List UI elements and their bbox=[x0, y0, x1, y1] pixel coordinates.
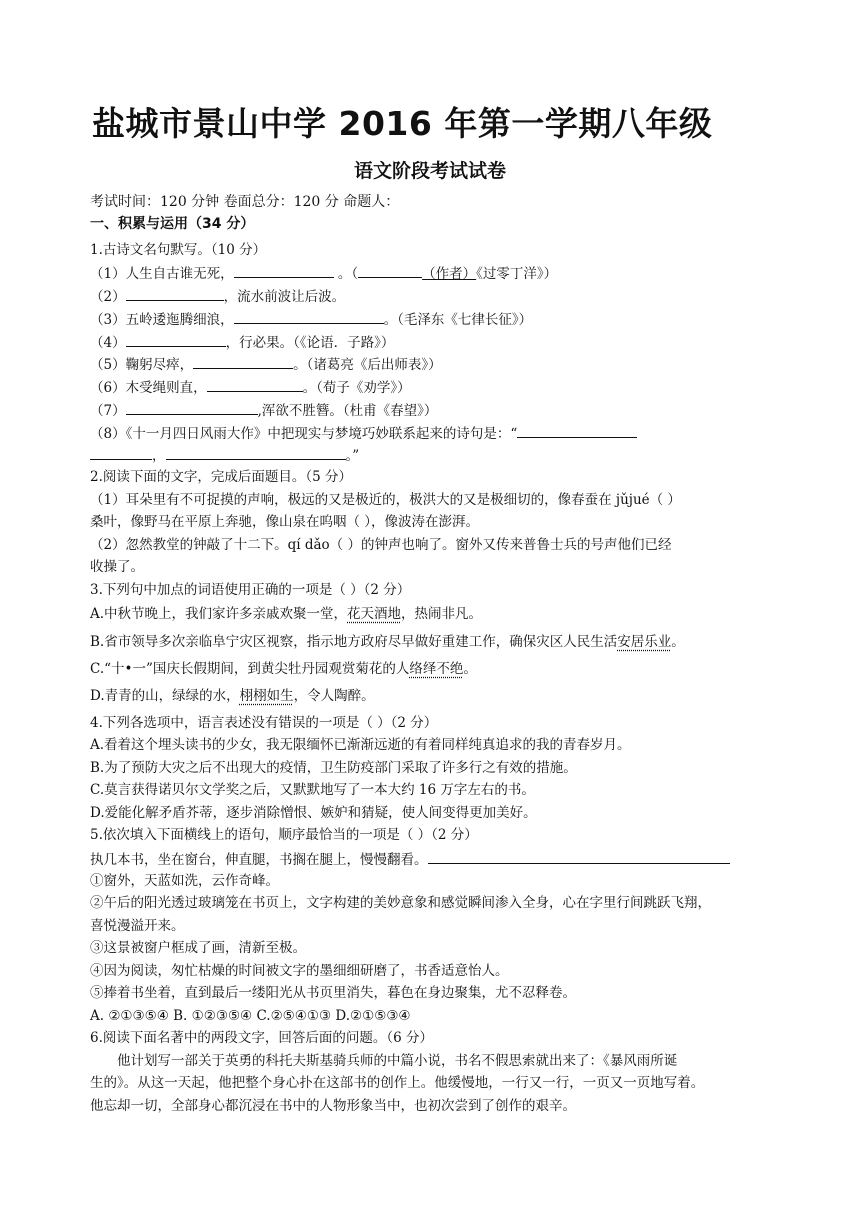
question-3-stem: 3.下列句中加点的词语使用正确的一项是（ ）（2 分） bbox=[90, 582, 411, 598]
q3-option-a bbox=[90, 606, 482, 622]
q3-option-a-end: ，热闹非凡。 bbox=[401, 606, 483, 622]
q6-passage-line-1: 他计划写一部关于英勇的科托夫斯基骑兵师的中篇小说，书名不假思索就出来了：《暴风雨所诞 bbox=[117, 1053, 678, 1069]
q4-option-c: C.莫言获得诺贝尔文学奖之后，又默默地写了一本大约 16 万字左右的书。 bbox=[90, 782, 535, 798]
q4-option-b: B.为了预防大灾之后不出现大的疫情，卫生防疫部门采取了许多行之有效的措施。 bbox=[90, 760, 577, 776]
q1-line-8-comma: ， bbox=[152, 448, 166, 464]
q1-line-5 bbox=[90, 355, 442, 373]
answer-blank[interactable] bbox=[358, 264, 422, 278]
question-4-stem: 4.下列各选项中，语言表述没有错误的一项是（ ）（2 分） bbox=[90, 715, 438, 731]
q4-option-d: D.爱能化解矛盾芥蒂，逐步消除憎恨、嫉妒和猜疑，使人间变得更加美好。 bbox=[90, 805, 537, 821]
q5-sentence-5: ⑤捧着书坐着，直到最后一缕阳光从书页里消失，暮色在身边聚集，尤不忍释卷。 bbox=[90, 985, 576, 1001]
exam-subtitle: 语文阶段考试试卷 bbox=[353, 160, 506, 182]
q3-option-a-text: A.中秋节晚上，我们家许多亲戚欢聚一堂， bbox=[90, 606, 348, 622]
answer-blank[interactable] bbox=[90, 446, 152, 460]
q1-line-4-text-b: ，行必果。（《论语．子路》） bbox=[225, 335, 395, 351]
q3-option-d-term: 栩栩如生 bbox=[239, 688, 294, 704]
question-2-stem: 2.阅读下面的文字，完成后面题目。（5 分） bbox=[90, 469, 353, 485]
q3-option-b-text: B.省市领导多次亲临阜宁灾区视察，指示地方政府尽早做好重建工作，确保灾区人民生活 bbox=[90, 634, 618, 650]
q1-line-1-author: （作者） bbox=[422, 266, 477, 282]
q2-passage-1a: （1）耳朵里有不可捉摸的声响，极远的又是极近的，极洪大的又是极细切的，像春蚕在 jǔjué（ ） bbox=[90, 492, 681, 508]
q5-sentence-3: ③这景被窗户框成了画，清新至极。 bbox=[90, 940, 306, 956]
q3-option-d-text: D.青青的山，绿绿的水， bbox=[90, 688, 240, 704]
q1-line-5-text-b: 。（诸葛亮《后出师表》） bbox=[293, 357, 442, 373]
q3-option-c-term: 络绎不绝 bbox=[409, 661, 464, 677]
question-6-stem: 6.阅读下面名著中的两段文字，回答后面的问题。（6 分） bbox=[90, 1030, 434, 1046]
q1-line-6-text: （6）木受绳则直， bbox=[90, 380, 207, 396]
exam-title: 盐城市景山中学 2016 年第一学期八年级 bbox=[92, 104, 713, 143]
exam-info: 考试时间：120 分钟 卷面总分：120 分 命题人： bbox=[90, 194, 400, 210]
q1-line-1 bbox=[90, 264, 557, 282]
q1-line-4-text: （4） bbox=[90, 335, 126, 351]
question-5-stem: 5.依次填入下面横线上的语句，顺序最恰当的一项是（ ）（2 分） bbox=[90, 827, 478, 843]
q3-option-b bbox=[90, 634, 685, 650]
q1-line-3 bbox=[90, 310, 532, 328]
q3-option-b-end: 。 bbox=[671, 634, 685, 650]
q4-option-a: A.看着这个埋头读书的少女，我无限缅怀已渐渐远逝的有着同样纯真追求的我的青春岁月。 bbox=[90, 737, 631, 753]
q1-line-2-text-b: ，流水前波让后波。 bbox=[223, 289, 346, 305]
q1-line-7-text: （7） bbox=[90, 403, 126, 419]
answer-blank[interactable] bbox=[207, 378, 303, 392]
q3-option-c-text: C.“十•一”国庆长假期间，到黄尖牡丹园观赏菊花的人 bbox=[90, 661, 410, 677]
q2-passage-1b: 桑叶，像野马在平原上奔驰，像山泉在呜咽（ ），像波涛在澎湃。 bbox=[90, 514, 480, 530]
q1-line-8 bbox=[90, 424, 637, 442]
answer-blank[interactable] bbox=[517, 424, 637, 438]
q5-sentence-1: ①窗外，天蓝如洗，云作奇峰。 bbox=[90, 873, 279, 889]
answer-blank[interactable] bbox=[126, 333, 226, 347]
q1-line-4 bbox=[90, 333, 394, 351]
q1-line-8-cont bbox=[90, 446, 359, 464]
q1-line-5-text: （5）鞠躬尽瘁， bbox=[90, 357, 194, 373]
q1-line-2 bbox=[90, 287, 345, 305]
answer-blank[interactable] bbox=[428, 850, 730, 864]
q1-line-7-text-b: ,浑欲不胜簪。（杜甫《春望》） bbox=[257, 403, 438, 419]
answer-blank[interactable] bbox=[234, 310, 384, 324]
q3-option-c bbox=[90, 661, 477, 677]
q5-options: A. ②①③⑤④ B. ①②③⑤④ C.②⑤④①③ D.②①⑤③④ bbox=[90, 1008, 411, 1024]
q3-option-c-end: 。 bbox=[463, 661, 477, 677]
q1-line-7 bbox=[90, 401, 437, 419]
q5-sentence-4: ④因为阅读，匆忙枯燥的时间被文字的墨细细研磨了，书香适意怡人。 bbox=[90, 963, 509, 979]
q1-line-1-text: （1）人生自古谁无死， bbox=[90, 266, 234, 282]
answer-blank[interactable] bbox=[166, 446, 346, 460]
q5-sentence-2b: 喜悦漫溢开来。 bbox=[90, 918, 185, 934]
answer-blank[interactable] bbox=[234, 264, 334, 278]
q6-passage-line-2: 生的》。从这一天起，他把整个身心扑在这部书的创作上。他缓慢地，一行又一行，一页又一页地写着。 bbox=[90, 1075, 705, 1091]
q3-option-d-end: ，令人陶醉。 bbox=[293, 688, 375, 704]
answer-blank[interactable] bbox=[126, 401, 258, 415]
q1-line-6 bbox=[90, 378, 411, 396]
q1-line-1-source: 《过零丁洋》） bbox=[476, 266, 558, 282]
question-1-stem: 1.古诗文名句默写。（10 分） bbox=[90, 242, 267, 258]
q3-option-b-term: 安居乐业 bbox=[617, 634, 672, 650]
answer-blank[interactable] bbox=[126, 287, 224, 301]
q2-passage-2b: 收操了。 bbox=[90, 559, 144, 575]
q5-lead bbox=[90, 850, 730, 868]
answer-blank[interactable] bbox=[193, 355, 293, 369]
q2-passage-2a: （2）忽然教堂的钟敲了十二下。qí dǎo（ ）的钟声也响了。窗外又传来普鲁士兵的号声他们已经 bbox=[90, 537, 672, 553]
q3-option-a-term: 花天酒地 bbox=[347, 606, 402, 622]
q1-line-3-text: （3）五岭逶迤腾细浪， bbox=[90, 312, 234, 328]
q5-sentence-2a: ②午后的阳光透过玻璃笼在书页上，文字构建的美妙意象和感觉瞬间渗入全身，心在字里行间跳跃飞翔， bbox=[90, 895, 711, 911]
q1-line-2-text: （2） bbox=[90, 289, 126, 305]
q3-option-d bbox=[90, 688, 375, 704]
q1-line-8-end: 。” bbox=[345, 448, 360, 464]
q6-passage-line-3: 他忘却一切，全部身心都沉浸在书中的人物形象当中，也初次尝到了创作的艰辛。 bbox=[90, 1098, 576, 1114]
q1-line-1-text-b: 。（ bbox=[333, 266, 359, 282]
section-heading: 一、积累与运用（34 分） bbox=[90, 216, 255, 232]
q1-line-3-text-b: 。（毛泽东《七律长征》） bbox=[383, 312, 533, 328]
q1-line-6-text-b: 。（荀子《劝学》） bbox=[302, 380, 411, 396]
q5-lead-text: 执几本书，坐在窗台，伸直腿，书搁在腿上，慢慢翻看。 bbox=[90, 852, 428, 868]
q1-line-8-text: （8）《十一月四日风雨大作》中把现实与梦境巧妙联系起来的诗句是：“ bbox=[90, 426, 518, 442]
